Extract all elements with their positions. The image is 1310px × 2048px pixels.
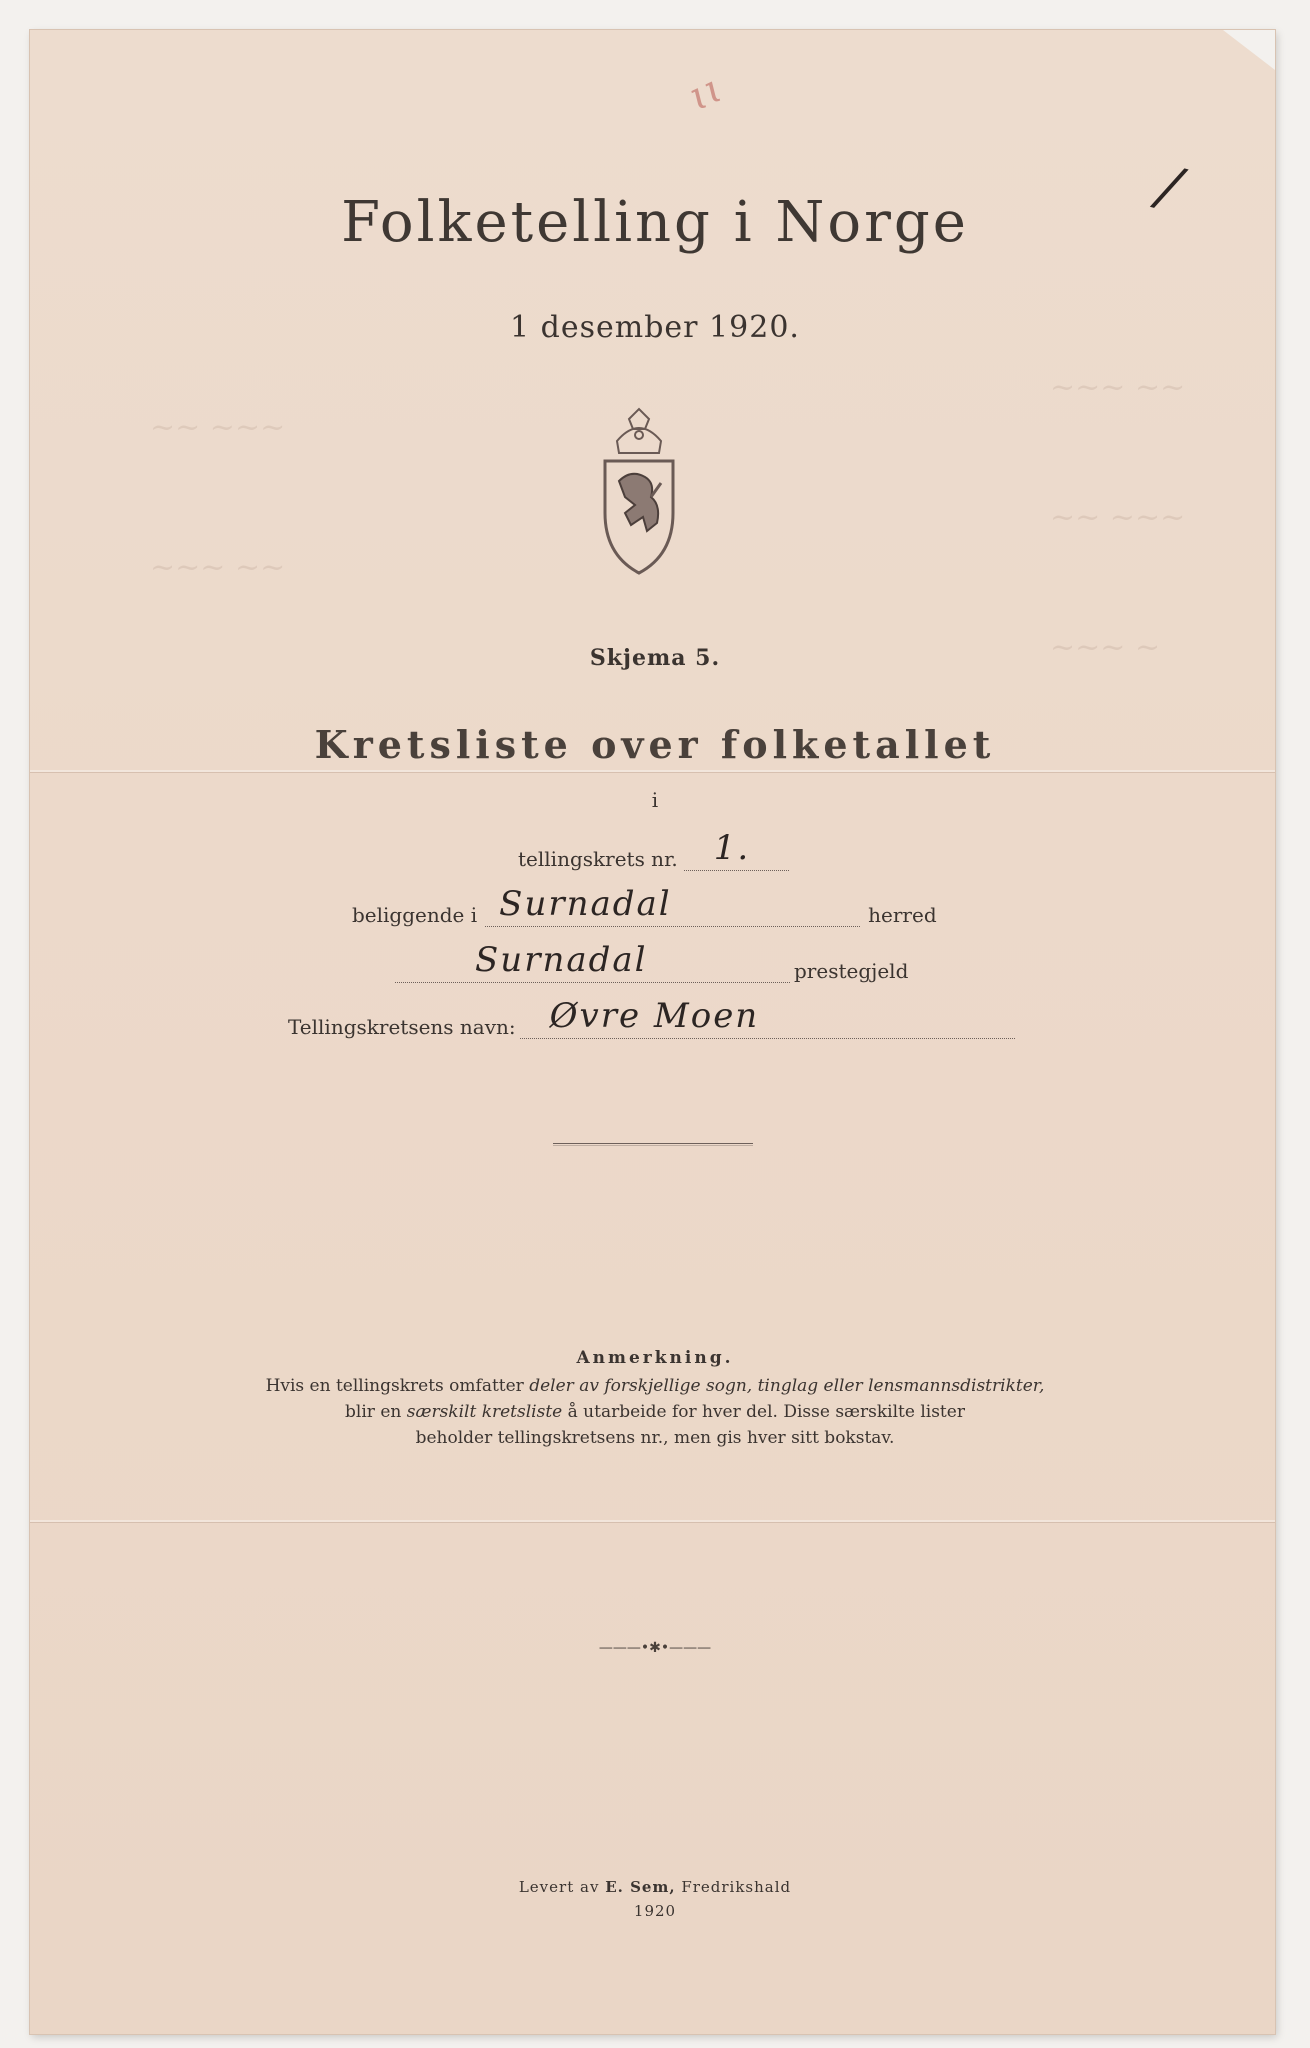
page-title: Folketelling i Norge <box>341 190 969 255</box>
herred-value: Surnadal <box>499 884 672 924</box>
printer-line <box>0 1875 1310 1899</box>
printer-city: Fredrikshald <box>675 1878 792 1896</box>
bleed-through-decoration: ~~ ~~~ <box>150 410 286 445</box>
krets-number-label: tellingskrets nr. <box>518 847 678 871</box>
form-heading: Kretsliste over folketallet <box>314 722 996 767</box>
bleed-through-decoration: ~~~ ~~ <box>1050 370 1186 405</box>
krets-number-value: 1. <box>713 828 751 868</box>
herred-label: herred <box>868 903 937 927</box>
remark-text-span: blir en <box>345 1402 407 1422</box>
remark-text <box>0 1373 1310 1451</box>
prestegjeld-field <box>395 940 790 983</box>
remark-line-3: beholder tellingskretsens nr., men gis hver sitt bokstav. <box>415 1428 895 1448</box>
remark-text-span: Hvis en tellingskrets omfatter <box>265 1376 530 1396</box>
beliggende-label: beliggende i <box>352 903 478 927</box>
page-number-mark: / <box>1151 153 1187 222</box>
krets-name-row <box>288 996 1015 1039</box>
paper-fold-line <box>30 1520 1275 1522</box>
krets-name-value: Øvre Moen <box>549 996 760 1036</box>
prestegjeld-row <box>395 940 909 983</box>
red-pencil-mark: ɩɩ <box>681 65 730 121</box>
remark-line-2 <box>0 1399 1310 1425</box>
bleed-through-decoration: ~~ ~~~ <box>1050 500 1186 535</box>
remark-emphasis: særskilt kretsliste <box>406 1402 563 1422</box>
herred-row <box>352 884 937 927</box>
norwegian-coat-of-arms-icon <box>595 405 683 577</box>
bleed-through-decoration: ~~~ ~ <box>1050 630 1161 665</box>
printer-name: E. Sem, <box>605 1878 676 1896</box>
preposition-text: i <box>651 788 659 812</box>
krets-name-label: Tellingskretsens navn: <box>288 1015 516 1039</box>
decorative-ornament: ———•✱•——— <box>598 1640 712 1656</box>
remark-emphasis: deler av forskjellige sogn, tinglag eller lensmannsdistrikter, <box>529 1376 1045 1396</box>
folded-corner <box>1223 30 1275 70</box>
paper-fold-line <box>30 770 1275 772</box>
krets-number-field <box>684 828 789 871</box>
printer-prefix: Levert av <box>518 1878 606 1896</box>
bleed-through-decoration: ~~~ ~~ <box>150 550 286 585</box>
remark-heading: Anmerkning. <box>576 1348 734 1368</box>
krets-number-row <box>518 828 789 871</box>
printer-imprint <box>0 1875 1310 1923</box>
printer-year: 1920 <box>633 1902 677 1920</box>
remark-text-span: å utarbeide for hver del. Disse særskilte lister <box>562 1402 965 1422</box>
census-date: 1 desember 1920. <box>510 310 800 345</box>
prestegjeld-label: prestegjeld <box>794 959 909 983</box>
herred-field <box>485 884 860 927</box>
remark-line-1 <box>0 1373 1310 1399</box>
form-schema-number: Skjema 5. <box>589 645 721 671</box>
krets-name-field <box>520 996 1015 1039</box>
prestegjeld-value: Surnadal <box>475 940 648 980</box>
section-divider <box>553 1143 753 1144</box>
